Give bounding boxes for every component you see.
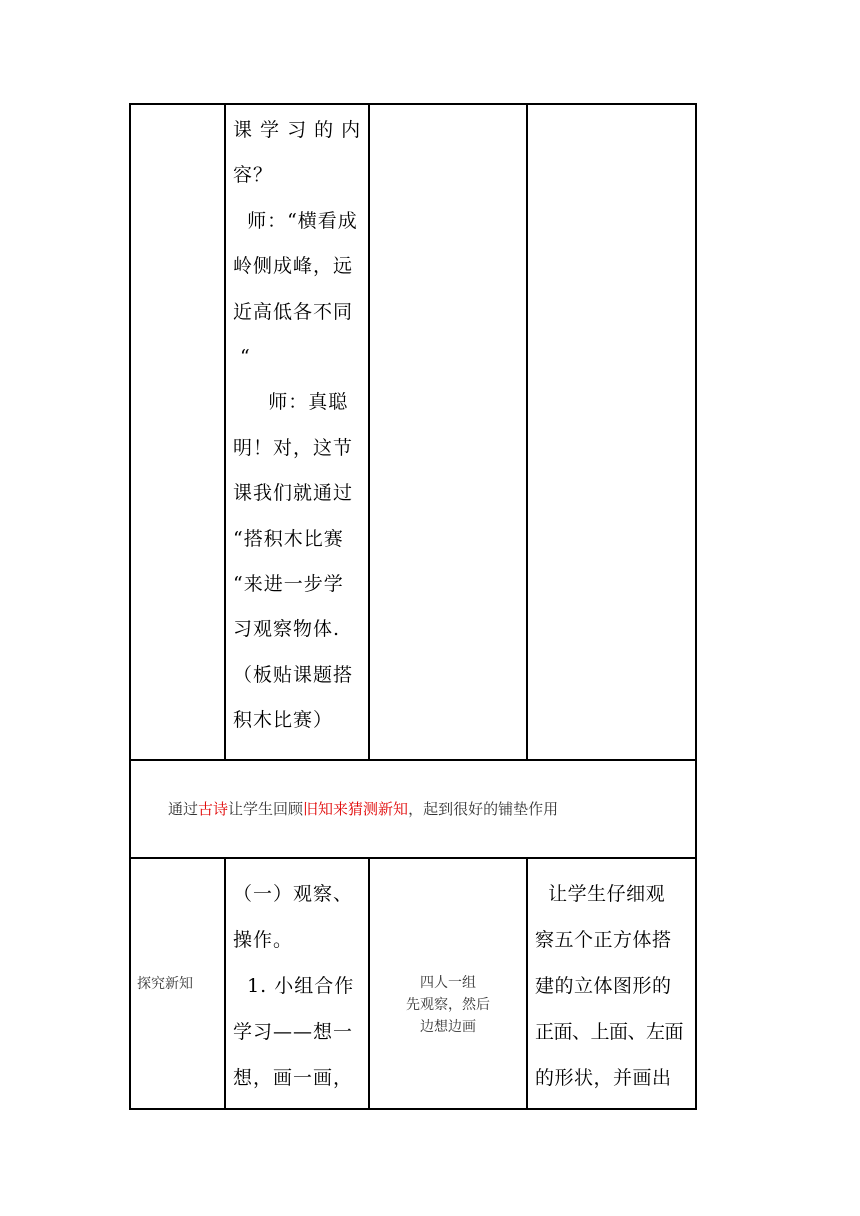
teaching-content-explore <box>233 871 354 1101</box>
note-highlight: 古诗 <box>198 800 229 818</box>
content-line: “来进一步学 <box>233 573 344 596</box>
intent-line: 正面、上面、左面 <box>535 1021 684 1043</box>
content-line: 明！对，这节 <box>233 436 354 459</box>
content-line: 1. 小组合作 <box>233 975 355 997</box>
content-line: 操作。 <box>233 929 294 951</box>
content-line: 学习——想一 <box>233 1021 354 1043</box>
student-activity <box>369 972 527 1038</box>
intent-line: 让学生仔细观 <box>535 883 666 905</box>
note-text: 让学生回顾 <box>228 800 304 818</box>
activity-line: 先观察，然后 <box>406 997 490 1013</box>
activity-line: 四人一组 <box>420 975 476 991</box>
content-line: “搭积木比赛 <box>233 527 344 550</box>
content-line: 想，画一画， <box>233 1067 354 1089</box>
content-line: 习观察物体. <box>233 618 341 641</box>
teaching-content-upper <box>233 108 361 744</box>
stage-label: 探究新知 <box>137 976 193 992</box>
intent-line: 建的立体图形的 <box>535 975 672 997</box>
note-highlight: 旧知来猜测新知 <box>303 800 409 818</box>
content-line: （一）观察、 <box>233 883 354 905</box>
table-right-border <box>695 103 697 1110</box>
content-line: 课我们就通过 <box>233 482 354 505</box>
table-bottom-border <box>129 1108 697 1110</box>
column-divider <box>224 857 226 1110</box>
content-line: 师：真聪 <box>233 391 349 414</box>
content-line: “ <box>233 346 251 369</box>
row-divider <box>129 857 697 859</box>
intent-line: 察五个正方体搭 <box>535 929 672 951</box>
content-line: 师：“横看成 <box>233 209 358 232</box>
content-line: 积木比赛） <box>233 709 334 732</box>
intent-line: 的形状，并画出 <box>535 1067 672 1089</box>
content-line: 岭侧成峰，远 <box>233 255 354 278</box>
design-note <box>168 798 558 820</box>
note-text: 通过 <box>168 800 199 818</box>
note-text: ，起到很好的铺垫作用 <box>408 800 559 818</box>
row-divider <box>129 759 697 761</box>
column-divider <box>526 103 528 760</box>
content-line: （板贴课题搭 <box>233 663 354 686</box>
content-line: 课 学 习 的 内 <box>233 119 362 141</box>
column-divider <box>224 103 226 760</box>
table-left-border <box>129 103 131 1110</box>
content-line: 近高低各不同 <box>233 300 354 323</box>
column-divider <box>368 103 370 760</box>
content-line: 容？ <box>233 164 274 187</box>
design-intent <box>535 871 683 1101</box>
activity-line: 边想边画 <box>420 1019 476 1035</box>
table-top-border <box>129 103 697 105</box>
